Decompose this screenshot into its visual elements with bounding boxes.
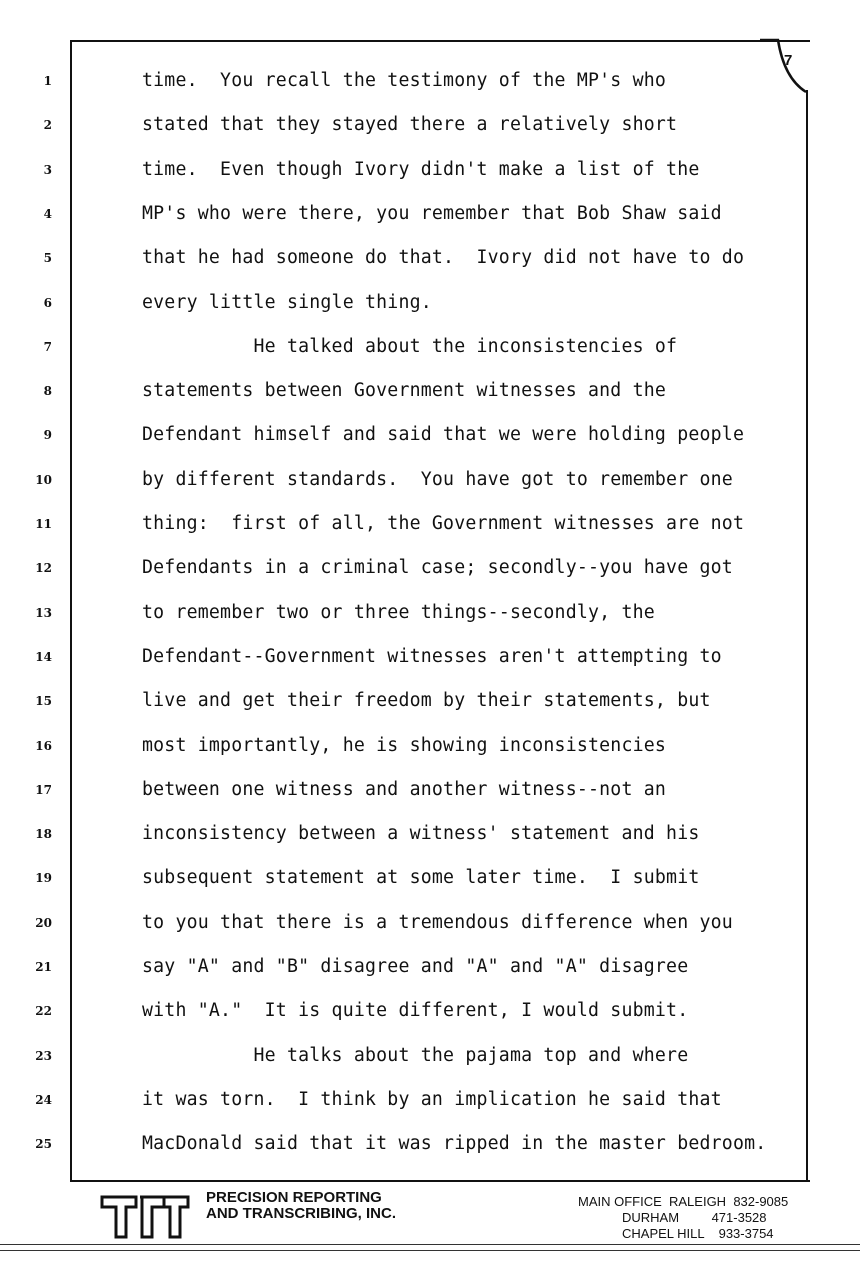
transcript-line: Defendant--Government witnesses aren't attempting to [142,645,722,667]
line-number: 15 [35,694,52,709]
line-number: 12 [35,561,52,576]
office-main [578,1194,788,1210]
office-chapel-hill [578,1226,788,1242]
transcript-line: inconsistency between a witness' statement and his [142,823,700,845]
transcript-line: time. You recall the testimony of the MP's who [142,70,667,91]
line-number: 8 [43,384,52,399]
page-border-bottom [70,1180,810,1182]
line-number: 17 [35,782,52,797]
line-number: 13 [35,605,52,620]
line-number: 21 [35,960,52,974]
transcript-line: MP's who were there, you remember that Bob Shaw said [142,202,722,224]
transcript-line: subsequent statement at some later time. I submit [142,867,700,889]
page-border-right [806,90,808,1180]
transcript-line: He talked about the inconsistencies of [142,335,678,357]
line-number: 6 [43,295,52,310]
transcript-line: thing: first of all, the Government witnesses are not [142,513,745,534]
footer-rule [0,1244,860,1245]
office-label: DURHAM [622,1210,680,1225]
transcript-line: say "A" and "B" disagree and "A" and "A" disagree [142,956,689,977]
office-durham [578,1210,788,1226]
line-number: 22 [35,1004,52,1019]
transcript-line: most importantly, he is showing inconsistencies [142,734,667,756]
line-number: 5 [43,251,52,266]
line-number: 1 [43,74,52,88]
company-line-2: AND TRANSCRIBING, INC. [206,1205,396,1222]
footer-rule [0,1250,860,1251]
transcript-line: every little single thing. [142,291,432,313]
line-number: 25 [35,1137,52,1152]
line-number: 23 [35,1048,52,1063]
transcript-line: with "A." It is quite different, I would submit. [142,1000,689,1022]
line-number: 20 [35,915,52,930]
office-phone: 832-9085 [733,1194,789,1209]
transcript-line: MacDonald said that it was ripped in the master bedroom. [142,1133,767,1155]
office-phone: 933-3754 [718,1226,774,1241]
transcript-line: that he had someone do that. Ivory did not have to do [142,247,745,269]
transcript-line: He talks about the pajama top and where [142,1044,689,1066]
transcript-line: Defendants in a criminal case; secondly--you have got [142,557,733,579]
office-label: CHAPEL HILL [622,1226,705,1241]
transcript-line: between one witness and another witness--not an [142,778,667,800]
office-phones [578,1194,788,1242]
transcript-line: by different standards. You have got to remember one [142,468,733,490]
company-logo-icon [96,1191,192,1243]
transcript-line: live and get their freedom by their statements, but [142,690,711,712]
transcript-line: Defendant himself and said that we were holding people [142,424,745,446]
transcript-line: time. Even though Ivory didn't make a list of the [142,158,700,180]
transcript-line: it was torn. I think by an implication he said that [142,1088,722,1110]
transcript-line: statements between Government witnesses and the [142,380,667,402]
line-number: 4 [43,206,52,221]
line-number: 24 [35,1092,52,1107]
line-number: 2 [43,118,52,133]
line-number: 7 [43,339,52,354]
line-number: 19 [35,871,52,886]
line-number: 16 [35,738,52,753]
line-number: 18 [35,827,52,842]
office-label: MAIN OFFICE RALEIGH [578,1194,727,1209]
company-name [206,1190,396,1222]
transcript-line: stated that they stayed there a relatively short [142,114,678,136]
line-number: 10 [35,472,52,487]
line-number: 14 [35,649,52,664]
page-number: 7 [784,52,793,69]
company-line-1: PRECISION REPORTING [206,1189,382,1206]
line-number: 3 [43,162,52,177]
line-number: 9 [43,428,52,443]
transcript-line: to you that there is a tremendous difference when you [142,911,733,933]
transcript-line: to remember two or three things--secondly, the [142,601,655,623]
office-phone: 471-3528 [711,1210,767,1225]
line-number: 11 [35,517,52,531]
